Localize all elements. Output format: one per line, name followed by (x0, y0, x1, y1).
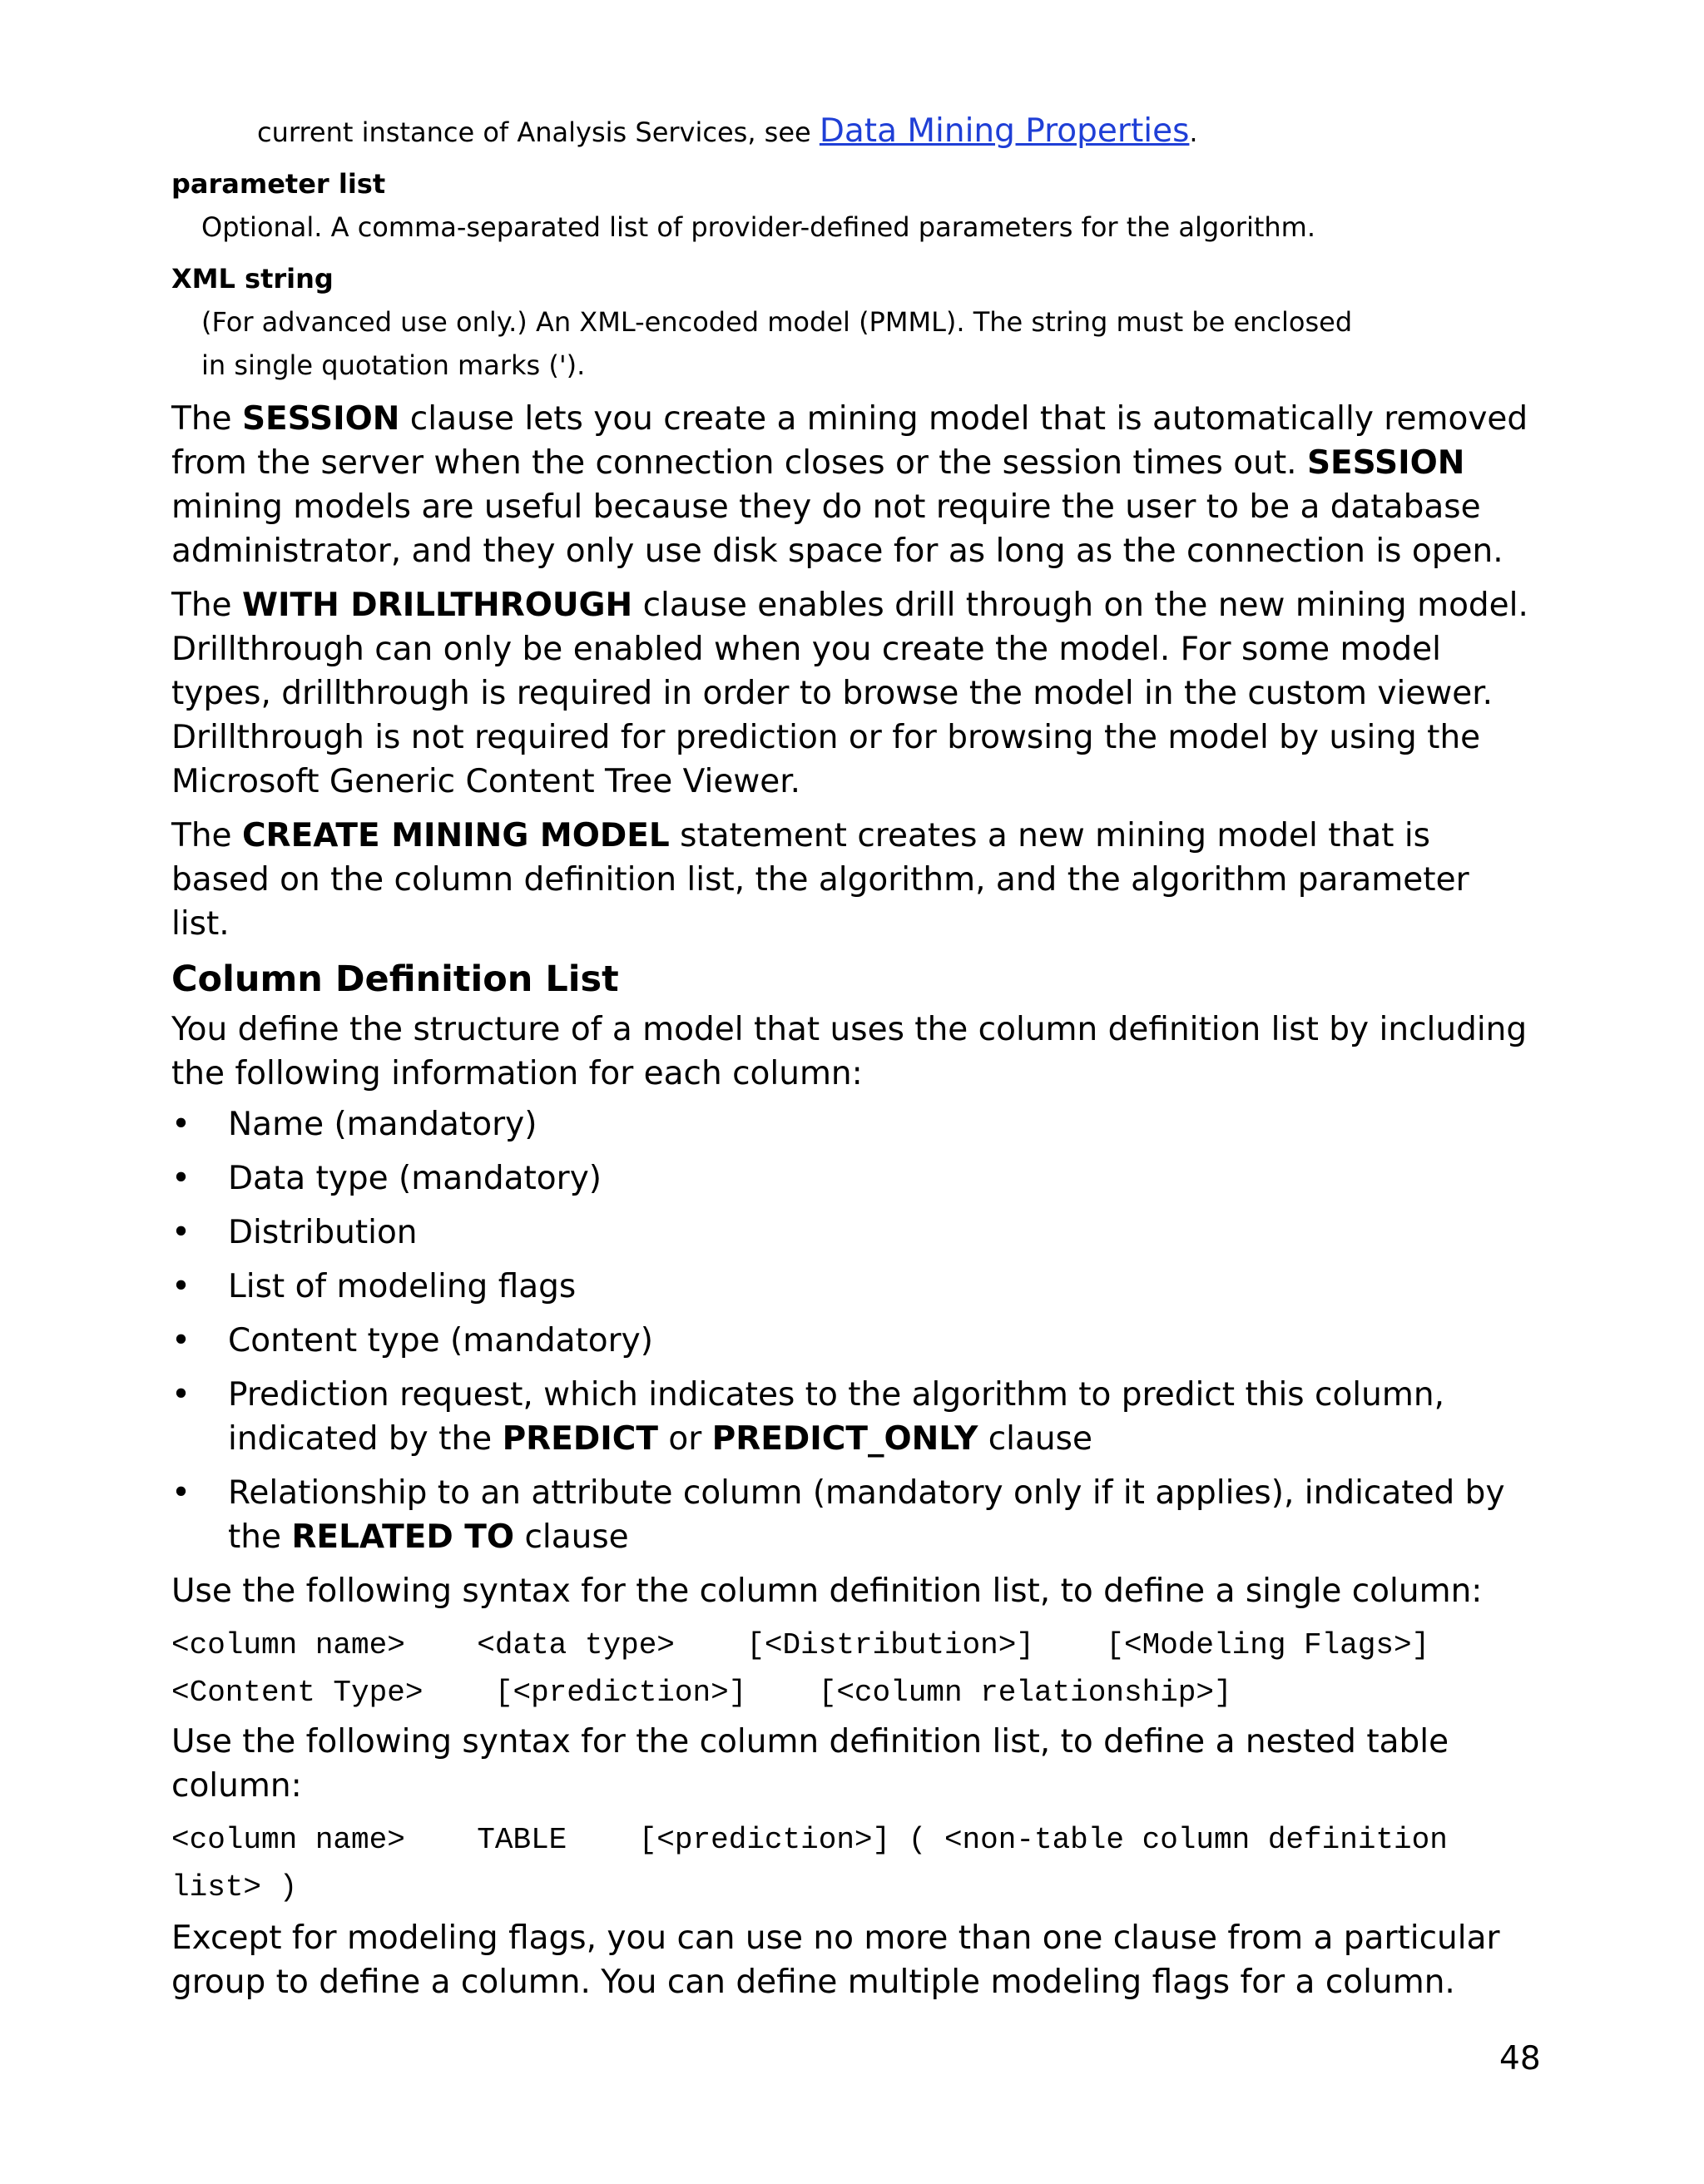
bullet-icon: • (171, 1160, 191, 1197)
list-item-text: Prediction request, which indicates to the algorithm to predict this column, indicated by the (228, 1376, 1444, 1458)
keyword-session: SESSION (1306, 444, 1465, 482)
list-item (171, 1156, 1536, 1201)
session-paragraph (171, 397, 1536, 573)
list-item (171, 1373, 1536, 1461)
code-line: <column name> <data type> [<Distribution>] [<Modeling Flags>] (171, 1628, 1430, 1662)
list-item-text: Name (mandatory) (228, 1106, 537, 1143)
section-heading: Column Definition List (171, 958, 619, 1000)
code-line: <column name> TABLE [<prediction>] ( <non-table column definition (171, 1823, 1448, 1857)
page-number: 48 (1499, 2040, 1541, 2078)
keyword-create-mining-model: CREATE MINING MODEL (241, 817, 670, 854)
intro-line (257, 110, 1536, 154)
text-run: The (171, 587, 242, 624)
term-parameter-list: parameter list (171, 168, 386, 200)
list-item-text: Data type (mandatory) (228, 1160, 602, 1197)
list-item (171, 1471, 1536, 1559)
section-intro: You define the structure of a model that uses the column definition list by including the following information for each column: (171, 1011, 1528, 1092)
def-xml-string-line-2: in single quotation marks ('). (201, 349, 586, 381)
bullet-icon: • (171, 1214, 191, 1251)
def-xml-string-line-1: (For advanced use only.) An XML-encoded model (PMML). The string must be enclosed (201, 306, 1353, 338)
text-run: The (171, 400, 242, 438)
list-item-text: Relationship to an attribute column (mandatory only if it applies), indicated by the (228, 1474, 1505, 1556)
list-item-text: List of modeling flags (228, 1268, 577, 1305)
list-item (171, 1102, 1536, 1146)
document-page (171, 110, 1536, 2004)
data-mining-properties-link[interactable]: Data Mining Properties (819, 112, 1190, 150)
keyword-with-drillthrough: WITH DRILLTHROUGH (241, 587, 633, 624)
create-paragraph (171, 814, 1536, 946)
drillthrough-paragraph (171, 583, 1536, 804)
list-item-text: Content type (mandatory) (228, 1322, 653, 1359)
syntax-nested-intro: Use the following syntax for the column definition list, to define a nested table column: (171, 1723, 1449, 1805)
column-info-list (171, 1102, 1536, 1559)
list-item (171, 1211, 1536, 1255)
intro-period: . (1189, 116, 1198, 148)
keyword-related-to: RELATED TO (291, 1518, 515, 1556)
closing-paragraph: Except for modeling flags, you can use no more than one clause from a particular group to define a column. You can define multiple modeling flags for a column. (171, 1919, 1500, 2001)
list-item (171, 1319, 1536, 1363)
text-run: clause enables drill through on the new mining model. Drillthrough can only be enabled when you create the model. For some model types, drillthrough is required in order to browse the model in the custom viewer. Drillthrough is not required for prediction or for browsing the model by using the Microsoft Generic Content Tree Viewer. (171, 587, 1528, 800)
list-item-text: or (657, 1420, 712, 1458)
code-line: <Content Type> [<prediction>] [<column relationship>] (171, 1676, 1232, 1710)
keyword-session: SESSION (241, 400, 400, 438)
list-item-text: Distribution (228, 1214, 418, 1251)
list-item (171, 1265, 1536, 1309)
bullet-icon: • (171, 1376, 191, 1414)
keyword-predict: PREDICT (502, 1420, 658, 1458)
text-run: The (171, 817, 242, 854)
keyword-predict-only: PREDICT_ONLY (711, 1420, 978, 1458)
bullet-icon: • (171, 1106, 191, 1143)
syntax-single-intro: Use the following syntax for the column definition list, to define a single column: (171, 1572, 1483, 1610)
list-item-text: clause (978, 1420, 1092, 1458)
code-line: list> ) (171, 1870, 298, 1904)
text-run: statement creates a new mining model that is based on the column definition list, the algorithm, and the algorithm parameter list. (171, 817, 1469, 943)
bullet-icon: • (171, 1474, 191, 1512)
syntax-nested-code (171, 1816, 1536, 1911)
bullet-icon: • (171, 1322, 191, 1359)
syntax-single-code (171, 1622, 1536, 1716)
intro-text: current instance of Analysis Services, see (257, 116, 820, 148)
text-run: clause lets you create a mining model that is automatically removed from the server when the connection closes or the session times out. (171, 400, 1528, 482)
text-run: mining models are useful because they do not require the user to be a database administrator, and they only use disk space for as long as the connection is open. (171, 488, 1503, 570)
term-xml-string: XML string (171, 263, 334, 295)
bullet-icon: • (171, 1268, 191, 1305)
def-parameter-list: Optional. A comma-separated list of provider-defined parameters for the algorithm. (201, 211, 1316, 243)
list-item-text: clause (514, 1518, 629, 1556)
